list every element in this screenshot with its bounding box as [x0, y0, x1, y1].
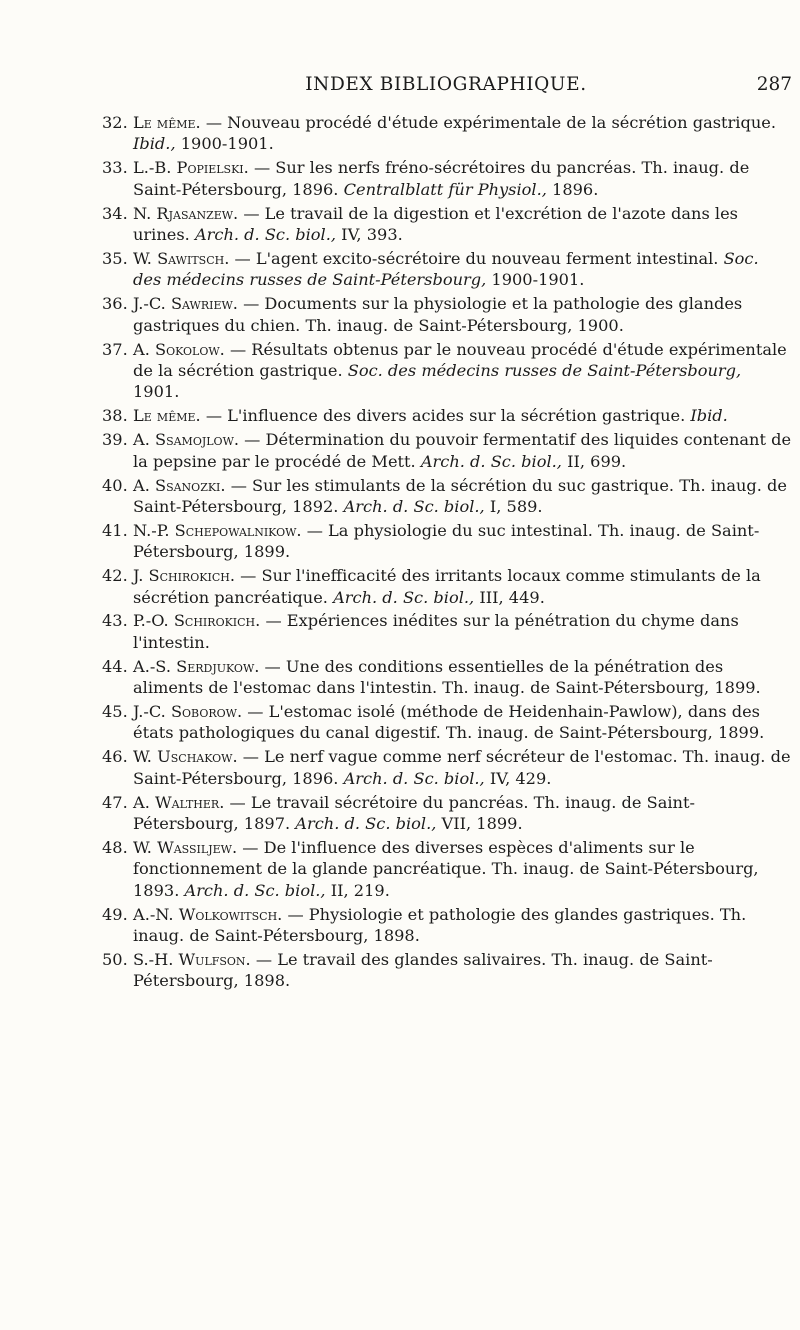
- bibliography-entry: [102, 837, 792, 901]
- page-header: [100, 74, 792, 102]
- entry-number: 43.: [102, 611, 128, 631]
- bibliography-entry: [102, 475, 792, 518]
- bibliography-list: [102, 112, 792, 994]
- bibliography-entry: [102, 339, 792, 403]
- entry-author: Le même.: [133, 406, 201, 426]
- bibliography-entry: [102, 701, 792, 744]
- entry-author: A. Walther.: [133, 792, 225, 812]
- entry-text: — Le travail des glandes salivaires. Th. inaug. de Saint-Pétersbourg, 1898.: [133, 950, 713, 991]
- entry-author: P.-O. Schirokich.: [133, 611, 261, 631]
- entry-tail: I, 589.: [484, 496, 543, 516]
- bibliography-entry: [102, 293, 792, 336]
- entry-tail: III, 449.: [474, 587, 545, 607]
- entry-number: 37.: [102, 339, 128, 359]
- entry-text: — Physiologie et pathologie des glandes gastriques. Th. inaug. de Saint-Pétersbourg, 1898.: [133, 904, 747, 946]
- entry-source: Soc. des médecins russes de Saint-Pétersbourg,: [347, 360, 742, 380]
- entry-tail: II, 219.: [325, 880, 390, 900]
- entry-number: 32.: [102, 113, 128, 132]
- bibliography-entry: [102, 157, 792, 200]
- entry-source: Centralblatt für Physiol.,: [343, 179, 547, 199]
- entry-author: S.-H. Wulfson.: [133, 950, 251, 970]
- entry-source: Arch. d. Sc. biol.,: [343, 768, 485, 788]
- entry-source: Arch. d. Sc. biol.,: [333, 587, 475, 607]
- entry-number: 40.: [102, 475, 128, 495]
- bibliography-entry: [102, 610, 792, 653]
- bibliography-entry: [102, 746, 792, 789]
- bibliography-entry: [102, 520, 792, 563]
- entry-number: 33.: [102, 158, 128, 178]
- entry-tail: IV, 429.: [484, 768, 552, 788]
- entry-number: 44.: [102, 656, 128, 676]
- running-title: INDEX BIBLIOGRAPHIQUE.: [305, 74, 587, 95]
- entry-number: 45.: [102, 702, 128, 722]
- entry-source: Arch. d. Sc. biol.,: [420, 451, 562, 471]
- entry-number: 41.: [102, 520, 128, 540]
- entry-text: — Documents sur la physiologie et la pathologie des glandes gastriques du chien. Th. inaug. de Saint-Pétersbourg, 1900.: [133, 294, 743, 335]
- entry-text: — Résultats obtenus par le nouveau procédé d'étude expérimentale de la sécrétion gastrique.: [133, 339, 787, 380]
- entry-text: — Une des conditions essentielles de la pénétration des aliments de l'estomac dans l'intestin. Th. inaug. de Saint-Pétersbourg, 1899.: [133, 656, 761, 698]
- entry-number: 34.: [102, 203, 128, 223]
- entry-author: N.-P. Schepowalnikow.: [133, 520, 302, 540]
- bibliography-entry: [102, 904, 792, 947]
- entry-text: — Sur les nerfs fréno-sécrétoires du pancréas. Th. inaug. de Saint-Pétersbourg, 1896.: [133, 158, 750, 199]
- entry-author: A.-N. Wolkowitsch.: [133, 904, 283, 924]
- entry-text: — L'agent excito-sécrétoire du nouveau ferment intestinal.: [229, 248, 724, 268]
- entry-source: Arch. d. Sc. biol.,: [194, 225, 337, 245]
- entry-tail: 1896.: [546, 179, 599, 199]
- entry-number: 36.: [102, 294, 128, 314]
- entry-number: 38.: [102, 406, 128, 426]
- bibliography-entry: [102, 792, 792, 835]
- entry-tail: 1900-1901.: [486, 270, 585, 290]
- bibliography-entry: [102, 656, 792, 699]
- entry-tail: II, 699.: [561, 451, 627, 471]
- entry-source: Ibid.,: [133, 134, 176, 154]
- entry-tail: 1900-1901.: [175, 134, 274, 154]
- bibliography-entry: [102, 112, 792, 155]
- entry-number: 46.: [102, 747, 128, 767]
- entry-text: — La physiologie du suc intestinal. Th. inaug. de Saint-Pétersbourg, 1899.: [133, 520, 760, 562]
- entry-source: Arch. d. Sc. biol.,: [295, 814, 437, 834]
- entry-author: N. Rjasanzew.: [133, 203, 239, 223]
- entry-author: W. Uschakow.: [133, 747, 238, 767]
- bibliography-entry: [102, 248, 792, 291]
- entry-text: — Le travail sécrétoire du pancréas. Th. inaug. de Saint-Pétersbourg, 1897.: [133, 792, 695, 834]
- entry-text: — L'influence des divers acides sur la sécrétion gastrique.: [200, 406, 691, 426]
- bibliography-entry: [102, 565, 792, 608]
- entry-number: 49.: [102, 904, 128, 924]
- entry-author: Le même.: [133, 113, 201, 132]
- entry-source: Arch. d. Sc. biol.,: [343, 496, 485, 516]
- entry-author: A.-S. Serdjukow.: [133, 656, 260, 676]
- entry-author: W. Wassiljew.: [133, 838, 238, 857]
- entry-text: — Nouveau procédé d'étude expérimentale de la sécrétion gastrique.: [200, 113, 776, 132]
- entry-author: J.-C. Soborow.: [133, 702, 243, 722]
- entry-source: Soc. des médecins russes de Saint-Pétersbourg,: [133, 248, 759, 290]
- entry-number: 42.: [102, 566, 128, 586]
- entry-tail: IV, 393.: [336, 225, 403, 245]
- page-number: 287: [756, 74, 792, 95]
- entry-author: L.-B. Popielski.: [133, 158, 249, 178]
- bibliography-entry: [102, 203, 792, 246]
- entry-tail: 1901.: [133, 382, 180, 402]
- entry-source: Arch. d. Sc. biol.,: [184, 880, 326, 900]
- entry-number: 39.: [102, 430, 128, 450]
- entry-text: — Détermination du pouvoir fermentatif des liquides contenant de la pepsine par le procédé de Mett.: [133, 430, 792, 471]
- entry-tail: VII, 1899.: [436, 814, 523, 834]
- entry-number: 48.: [102, 838, 128, 857]
- entry-text: — L'estomac isolé (méthode de Heidenhain-Pawlow), dans des états pathologiques du canal digestif. Th. inaug. de Saint-Pétersbourg, 1899.: [133, 702, 765, 743]
- bibliography-entry: [102, 949, 792, 992]
- entry-number: 47.: [102, 792, 128, 812]
- entry-author: W. Sawitsch.: [133, 248, 230, 268]
- entry-text: — Expériences inédites sur la pénétration du chyme dans l'intestin.: [133, 611, 739, 652]
- bibliography-entry: [102, 429, 792, 472]
- entry-author: A. Sokolow.: [133, 339, 225, 359]
- entry-text: — Le travail de la digestion et l'excrétion de l'azote dans les urines.: [133, 203, 738, 245]
- entry-number: 50.: [102, 950, 128, 970]
- entry-source: Ibid.: [690, 406, 728, 426]
- bibliography-entry: [102, 405, 792, 426]
- entry-number: 35.: [102, 248, 128, 268]
- entry-text: — Le nerf vague comme nerf sécréteur de l'estomac. Th. inaug. de Saint-Pétersbourg, 1896.: [133, 747, 791, 788]
- entry-text: — De l'influence des diverses espèces d'aliments sur le fonctionnement de la glande pancréatique. Th. inaug. de Saint-Pétersbourg, 1893.: [133, 838, 759, 900]
- entry-author: J.-C. Sawriew.: [133, 294, 238, 314]
- entry-author: J. Schirokich.: [133, 566, 235, 586]
- entry-author: A. Ssamojlow.: [133, 430, 240, 450]
- entry-author: A. Ssanozki.: [133, 475, 226, 495]
- entry-text: — Sur les stimulants de la sécrétion du suc gastrique. Th. inaug. de Saint-Pétersbourg, 1892.: [133, 475, 788, 516]
- entry-text: — Sur l'inefficacité des irritants locaux comme stimulants de la sécrétion pancréatique.: [133, 566, 761, 607]
